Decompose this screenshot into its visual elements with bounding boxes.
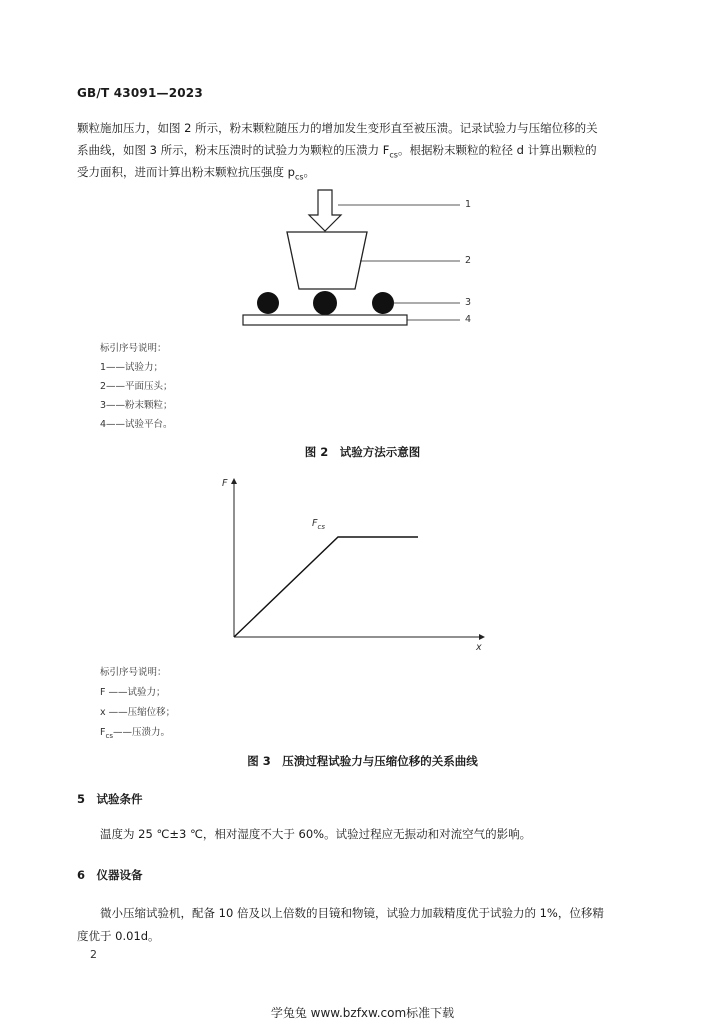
fig3-legend-item: x ——压缩位移； (100, 707, 176, 718)
callout-3: 3 (465, 297, 472, 308)
figure3-caption: 图 3 压溃过程试验力与压缩位移的关系曲线 (247, 754, 478, 768)
figure2-caption: 图 2 试验方法示意图 (304, 445, 421, 459)
intro-line-1: 颗粒施加压力，如图 2 所示，粉末颗粒随压力的增加发生变形直至被压溃。记录试验力与压缩位移的关 (77, 121, 598, 135)
powder-particle (257, 292, 279, 314)
site-footer: 学兔兔 www.bzfxw.com标准下载 (270, 1006, 455, 1020)
fig2-legend-item: 1——试验力； (100, 362, 164, 373)
figure2-diagram (0, 185, 725, 335)
y-axis-label: F (222, 478, 228, 489)
fcs-legend-symbol: F (100, 727, 106, 738)
force-arrow (309, 190, 341, 231)
fig2-legend-item: 2——平面压头； (100, 381, 173, 392)
powder-particle (372, 292, 394, 314)
callout-4: 4 (465, 314, 472, 325)
callout-1: 1 (465, 199, 472, 210)
fcs-legend-sub: cs (105, 731, 113, 740)
intro-line-2-text: 系曲线，如图 3 所示，粉末压溃时的试验力为颗粒的压溃力 F (77, 143, 390, 157)
x-axis-label: x (476, 642, 482, 653)
section5-heading: 5 试验条件 (77, 792, 143, 806)
fig2-legend-item: 3——粉末颗粒； (100, 400, 173, 411)
fig3-legend-title: 标引序号说明： (100, 667, 167, 678)
section5-text: 温度为 25 ℃±3 ℃，相对湿度不大于 60%。试验过程应无振动和对流空气的影响。 (100, 827, 532, 841)
intro-line-3-end: 。 (303, 165, 316, 179)
pcs-subscript: cs (294, 172, 304, 182)
page-number: 2 (90, 948, 97, 961)
intro-line-3-text: 受力面积，进而计算出粉末颗粒抗压强度 p (77, 165, 295, 179)
powder-particle (313, 291, 337, 315)
section6-heading: 6 仪器设备 (77, 868, 143, 882)
intro-line-2-rest: 。根据粉末颗粒的粒径 d 计算出颗粒的 (397, 143, 597, 157)
fcs-legend-text: ——压溃力。 (112, 727, 170, 738)
force-displacement-curve (234, 537, 418, 637)
figure3-chart (222, 475, 502, 655)
fcs-annotation-sub: cs (317, 522, 325, 531)
fcs-annotation-main: F (312, 518, 318, 529)
fcs-subscript: cs (389, 150, 398, 160)
section6-line-2: 度优于 0.01d。 (77, 929, 160, 943)
callout-2: 2 (465, 255, 472, 266)
fig2-legend-item: 4——试验平台。 (100, 419, 173, 430)
fig3-legend-item: F ——试验力； (100, 687, 166, 698)
flat-indenter (287, 232, 367, 289)
test-platform (243, 315, 407, 325)
section6-line-1: 微小压缩试验机，配备 10 倍及以上倍数的目镜和物镜，试验力加载精度优于试验力的 1%，位移精 (100, 906, 604, 920)
fig3-legend-item (100, 724, 170, 740)
fcs-annotation (312, 518, 325, 531)
standard-number: GB/T 43091—2023 (77, 86, 203, 100)
fig2-legend-title: 标引序号说明： (100, 343, 167, 354)
